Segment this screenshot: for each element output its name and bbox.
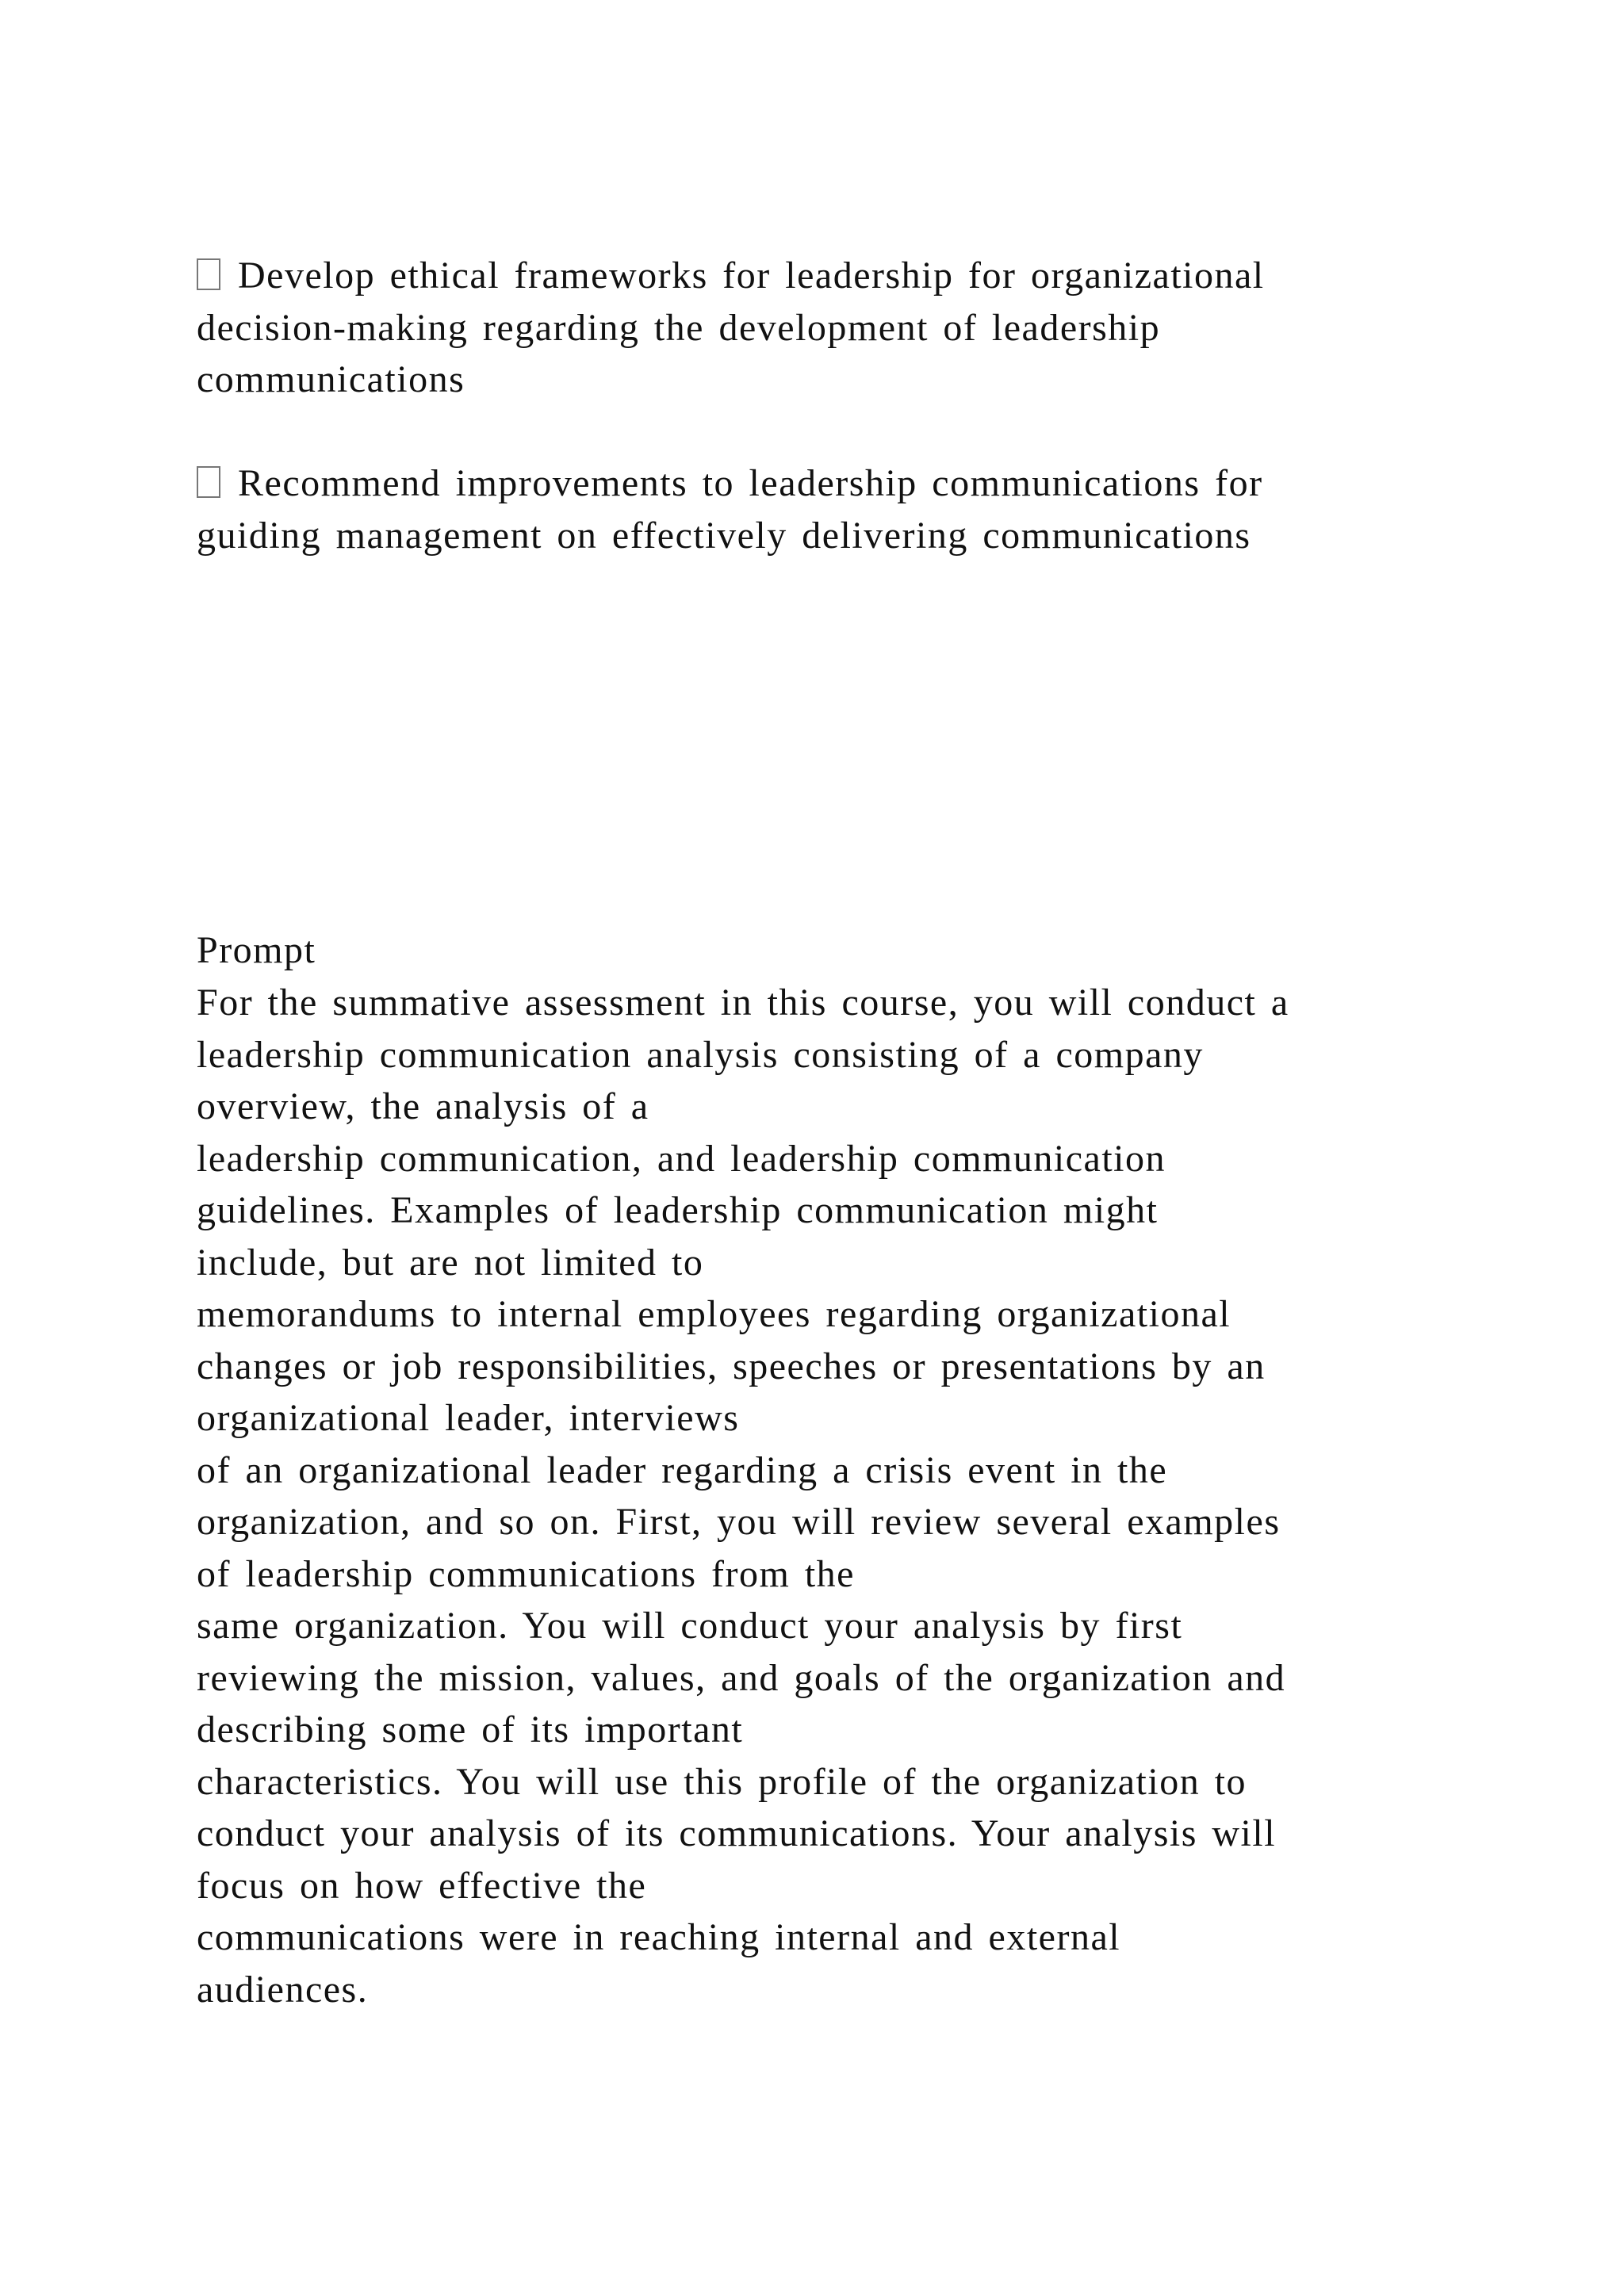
paragraph-line: same organization. You will conduct your analysis by first [197, 1605, 1183, 1647]
bullet-item [197, 250, 1497, 406]
missing-glyph-bullet-icon [197, 466, 220, 498]
paragraph-line: of leadership communications from the [197, 1552, 855, 1595]
paragraph-line: leadership communication analysis consisting of a company [197, 1033, 1204, 1076]
bullet-line [197, 457, 1497, 510]
paragraph-line: audiences. [197, 1968, 369, 2011]
paragraph-line: focus on how effective the [197, 1864, 647, 1907]
bullet-text: Develop ethical frameworks for leadership for organizational [238, 254, 1265, 297]
paragraph-line: guidelines. Examples of leadership communication might [197, 1189, 1159, 1231]
bullet-line: communications [197, 358, 465, 400]
paragraph-line: changes or job responsibilities, speeches or presentations by an [197, 1345, 1266, 1387]
paragraph-line: leadership communication, and leadership communication [197, 1137, 1166, 1180]
paragraph-line: characteristics. You will use this profile of the organization to [197, 1760, 1247, 1803]
paragraph-line: organization, and so on. First, you will review several examples [197, 1501, 1281, 1543]
paragraph-line: For the summative assessment in this course, you will conduct a [197, 982, 1289, 1024]
paragraph-line: communications were in reaching internal and external [197, 1916, 1121, 1958]
bullet-item [197, 457, 1497, 561]
section-heading [197, 924, 1497, 977]
missing-glyph-bullet-icon [197, 258, 220, 290]
paragraph-line: memorandums to internal employees regarding organizational [197, 1293, 1231, 1335]
bullet-line: decision-making regarding the development of leadership [197, 306, 1161, 349]
paragraph-line: of an organizational leader regarding a crisis event in the [197, 1448, 1168, 1491]
paragraph-line: describing some of its important [197, 1709, 744, 1751]
bullet-line [197, 250, 1497, 302]
paragraph-line: organizational leader, interviews [197, 1397, 740, 1439]
paragraph-line: reviewing the mission, values, and goals of the organization and [197, 1656, 1286, 1699]
bullet-line: guiding management on effectively delivering communications [197, 514, 1251, 557]
prompt-heading-text: Prompt [197, 929, 316, 971]
paragraph-line: overview, the analysis of a [197, 1085, 649, 1127]
bullet-text: Recommend improvements to leadership communications for [238, 462, 1263, 504]
paragraph-line: conduct your analysis of its communications. Your analysis will [197, 1812, 1277, 1854]
prompt-paragraph [197, 977, 1497, 2015]
paragraph-line: include, but are not limited to [197, 1241, 704, 1284]
